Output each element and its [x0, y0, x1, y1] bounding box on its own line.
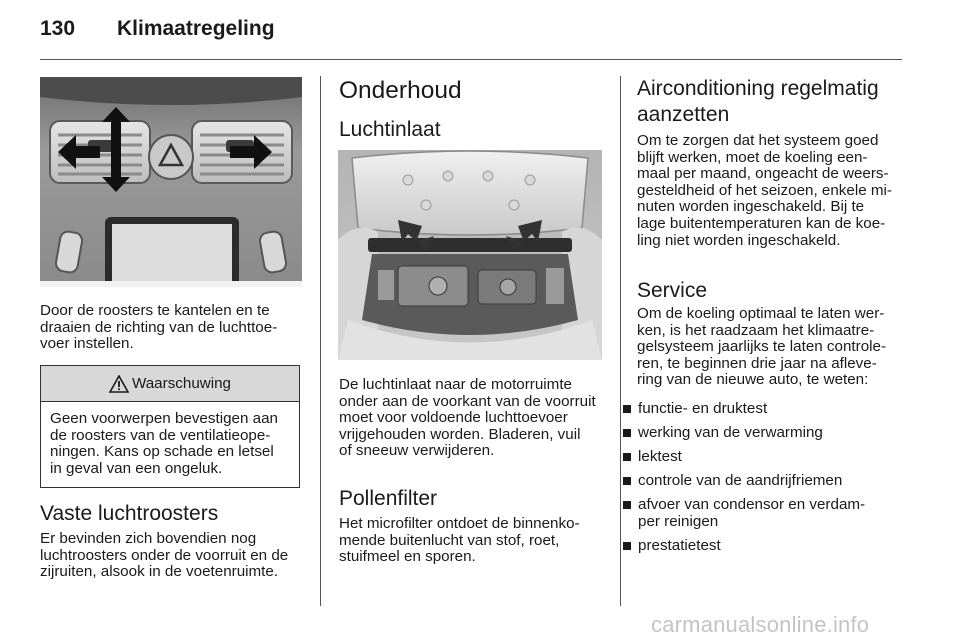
ac-line-4: gesteldheid of het seizoen, enkele mi-	[637, 181, 892, 199]
watermark: carmanualsonline.info	[651, 612, 870, 637]
ac-line-7: ling niet worden ingeschakeld.	[637, 231, 841, 249]
warning-line-4: in geval van een ongeluk.	[50, 459, 223, 477]
page-number: 130	[40, 17, 76, 40]
ac-line-3: maal per maand, ongeacht de weers-	[637, 165, 889, 183]
service-line-5: ring van de nieuwe auto, te weten:	[637, 371, 869, 389]
list-item: prestatietest	[619, 538, 865, 555]
maintenance-heading: Onderhoud	[339, 77, 462, 104]
bullet-square-icon	[623, 453, 631, 461]
warning-box	[40, 365, 300, 488]
fixed-vents-line-3: zijruiten, alsook in de voetenruimte.	[40, 563, 279, 581]
vent-caption-line-3: voer instellen.	[40, 335, 134, 353]
fixed-vents-line-2: luchtroosters onder de voorruit en de	[40, 546, 289, 564]
fixed-vents-heading: Vaste luchtroosters	[40, 502, 219, 525]
ac-heading-line-1: Airconditioning regelmatig	[637, 77, 879, 100]
bullet-square-icon	[623, 405, 631, 413]
service-checklist	[619, 401, 865, 562]
warning-triangle-icon	[109, 375, 129, 393]
ac-line-5: nuten worden ingeschakeld. Bij te	[637, 198, 865, 216]
service-line-2: ken, is het raadzaam het klimaatre-	[637, 321, 875, 339]
warning-header	[41, 366, 299, 402]
chapter-title: Klimaatregeling	[117, 17, 275, 40]
warning-line-2: de roosters van de ventilatieope-	[50, 426, 271, 444]
ac-heading-line-2: aanzetten	[637, 103, 730, 126]
vent-caption-line-2: draaien de richting van de luchttoe-	[40, 318, 278, 336]
warning-line-1: Geen voorwerpen bevestigen aan	[50, 410, 278, 427]
intake-caption-line-2: onder aan de voorkant van de voorruit	[339, 392, 596, 410]
intake-caption-line-4: vrijgehouden worden. Bladeren, vuil	[339, 425, 581, 443]
list-item: afvoer van condensor en verdam- per reinigen	[619, 497, 865, 530]
air-intake-heading: Luchtinlaat	[339, 118, 441, 141]
column-divider-1	[320, 76, 321, 606]
service-line-3: gelsysteem jaarlijks te laten controle-	[637, 338, 887, 356]
warning-line-3: ningen. Kans op schade en letsel	[50, 443, 274, 461]
air-vents-photo	[40, 77, 302, 287]
ac-line-6: lage buitentemperaturen kan de koe-	[637, 215, 886, 232]
vent-caption-line-1: Door de roosters te kantelen en te	[40, 302, 270, 319]
bullet-square-icon	[623, 477, 631, 485]
warning-title: Waarschuwing	[131, 375, 232, 392]
list-item: werking van de verwarming	[619, 425, 865, 442]
intake-caption-line-1: De luchtinlaat naar de motorruimte	[339, 376, 572, 393]
list-item: lektest	[619, 449, 865, 466]
pollen-line-2: mende buitenlucht van stof, roet,	[339, 531, 560, 549]
bullet-square-icon	[623, 429, 631, 437]
bullet-square-icon	[623, 501, 631, 509]
pollen-line-1: Het microfilter ontdoet de binnenko-	[339, 515, 580, 532]
pollen-filter-heading: Pollenfilter	[339, 487, 438, 510]
bullet-square-icon	[623, 542, 631, 550]
service-line-4: ren, te beginnen drie jaar na afleve-	[637, 354, 877, 372]
list-item: controle van de aandrijfriemen	[619, 473, 865, 490]
engine-bay-photo	[338, 150, 602, 360]
intake-caption-line-5: of sneeuw verwijderen.	[339, 442, 495, 460]
fixed-vents-line-1: Er bevinden zich bovendien nog	[40, 530, 257, 547]
ac-line-1: Om te zorgen dat het systeem goed	[637, 132, 879, 149]
header-rule	[40, 59, 902, 60]
intake-caption-line-3: moet voor voldoende luchttoevoer	[339, 409, 568, 427]
service-line-1: Om de koeling optimaal te laten wer-	[637, 305, 885, 322]
ac-line-2: blijft werken, moet de koeling een-	[637, 148, 868, 166]
service-heading: Service	[637, 279, 708, 302]
pollen-line-3: stuifmeel en sporen.	[339, 548, 476, 566]
list-item: functie- en druktest	[619, 401, 865, 418]
